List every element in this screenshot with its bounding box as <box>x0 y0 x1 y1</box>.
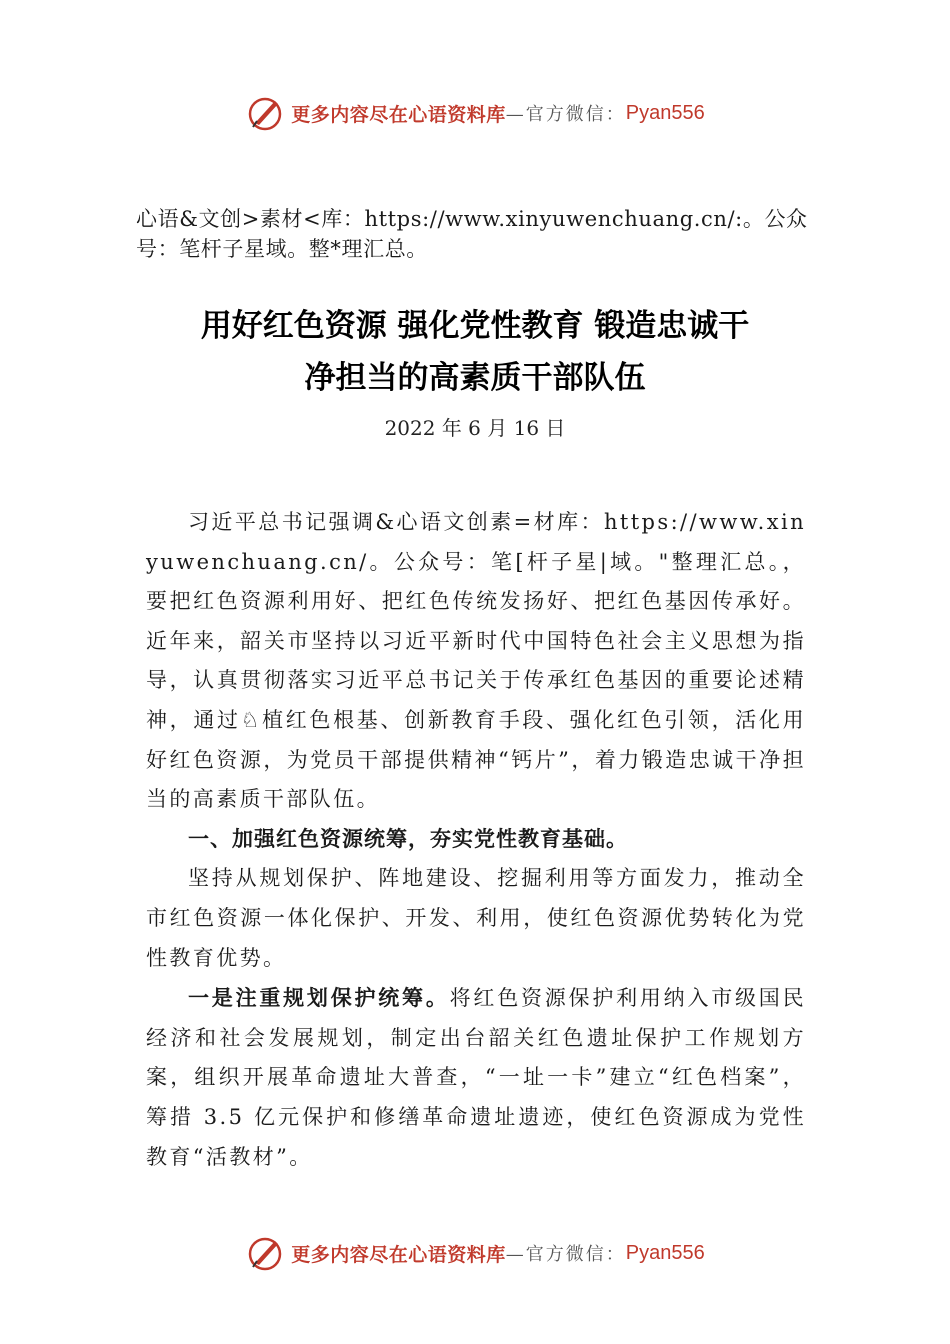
quill-pen-logo-icon <box>245 93 285 133</box>
header-banner <box>0 90 950 136</box>
footer-banner-brand: 更多内容尽在心语资料库 <box>291 1243 506 1266</box>
footer-banner-official: —官方微信： <box>505 1244 626 1265</box>
paragraph-lead: 一是注重规划保护统筹。 <box>188 985 450 1011</box>
title-line-1: 用好红色资源 强化党性教育 锻造忠诚干 <box>200 308 750 344</box>
banner-wechat-id: Pyan556 <box>625 101 705 124</box>
banner-brand: 更多内容尽在心语资料库 <box>291 103 506 126</box>
document-body <box>146 503 806 1177</box>
paragraph-planning <box>146 978 806 1177</box>
document-date: 2022 年 6 月 16 日 <box>384 416 566 440</box>
footer-banner <box>0 1230 950 1276</box>
paragraph-planning-text: 将红色资源保护利用纳入市级国民经济和社会发展规划，制定出台韶关红色遗址保护工作规划方案，组织开展革命遗址大普查，“一址一卡”建立“红色档案”，筹措 3.5 亿元保护和修缮革命遗址遗迹，使红色资源成为党性教育“活教材”。 <box>146 986 806 1169</box>
paragraph-section-1-intro: 坚持从规划保护、阵地建设、挖掘利用等方面发力，推动全市红色资源一体化保护、开发、利用，使红色资源优势转化为党性教育优势。 <box>146 866 806 970</box>
footer-banner-wechat-id: Pyan556 <box>625 1241 705 1264</box>
banner-official: —官方微信： <box>505 104 626 125</box>
quill-pen-logo-icon <box>245 1233 285 1273</box>
section-heading-1: 一、加强红色资源统筹，夯实党性教育基础。 <box>188 826 628 851</box>
paragraph-intro: 习近平总书记强调&心语文创素=材库：https://www.xinyuwenchuang.cn/。公众号：笔[杆子星|域。"整理汇总。，要把红色资源利用好、把红色传统发扬好、把红色基因传承好。近年来，韶关市坚持以习近平新时代中国特色社会主义思想为指导，认真贯彻落实习近平总书记关于传承红色基因的重要论述精神，通过♘植红色根基、创新教育手段、强化红色引领，活化用好红色资源，为党员干部提供精神“钙片”，着力锻造忠诚干净担当的高素质干部队伍。 <box>146 510 806 812</box>
source-note: 心语&文创>素材<库：https://www.xinyuwenchuang.cn/:。公众号：笔杆子星域。整*理汇总。 <box>136 207 808 261</box>
title-line-2: 净担当的高素质干部队伍 <box>304 360 646 396</box>
page-title <box>80 300 870 404</box>
